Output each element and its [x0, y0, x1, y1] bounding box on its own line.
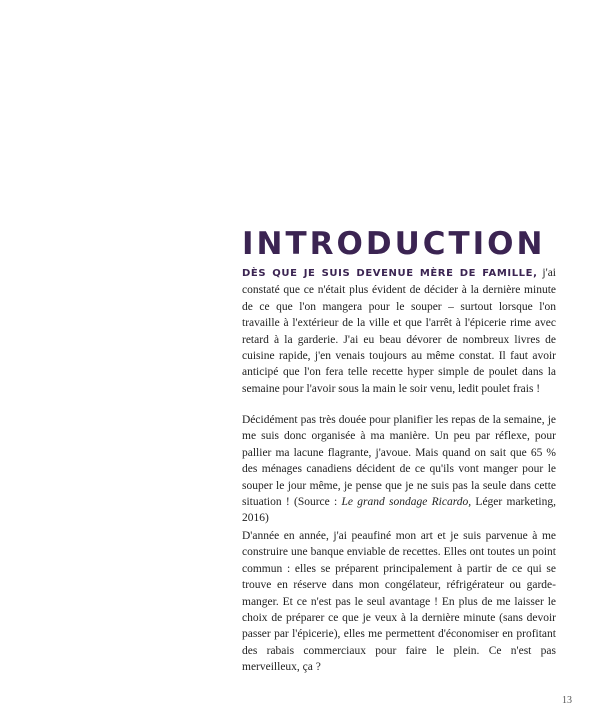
paragraph-2-text-after: Léger marketing, 2016) — [242, 496, 557, 525]
paragraph-2-source-title: Le grand sondage Ricardo, — [341, 496, 472, 509]
paragraph-1-lead: DÈS QUE JE SUIS DEVENUE MÈRE DE FAMILLE, — [242, 268, 538, 279]
paragraph-3 — [242, 528, 556, 676]
paragraph-2 — [242, 412, 556, 527]
paragraph-3-text: D'année en année, j'ai peaufiné mon art et je suis parvenue à me construire une banque enviable de recettes. Elles ont toutes un point commun : elles se préparent principalement à partir de ce qui se trouve en réserve dans mon congélateur, réfrigérateur ou garde-manger. Et ce n'est pas le seul avantage ! En plus de me laisser le choix de préparer ce que je veux à la dernière minute (sans devoir passer par l'épicerie), elles me permettent d'économiser en profitant des rabais commerciaux pour faire le plein. Ce n'est pas merveilleux, ça ? — [242, 530, 556, 674]
paragraph-2-text-before: Décidément pas très douée pour planifier les repas de la semaine, je me suis donc organisée à ma manière. Un peu par réflexe, pour pallier ma lacune flagrante, j'avoue. Mais quand on sait que 65 % des ménages canadiens décident de ce qu'ils vont manger pour le souper le jour même, je pense que je ne suis pas la seule dans cette situation ! (Source : — [242, 414, 556, 509]
page-title: INTRODUCTION — [242, 226, 546, 262]
paragraph-1 — [242, 265, 556, 397]
page-number: 13 — [562, 695, 572, 706]
paragraph-1-text: j'ai constaté que ce n'était plus évident de décider à la dernière minute de ce que l'on mangera pour le souper – surtout lorsque l'on travaille à l'extérieur de la ville et que l'arrêt à l'épicerie rime avec retard à la garderie. J'ai eu beau dévorer de nombreux livres de cuisine rapide, j'en venais toujours au même constat. Il faut avoir anticipé que l'on fera telle recette hyper simple de poulet dans la semaine pour l'avoir sous la main le soir venu, ledit poulet frais ! — [242, 267, 556, 395]
